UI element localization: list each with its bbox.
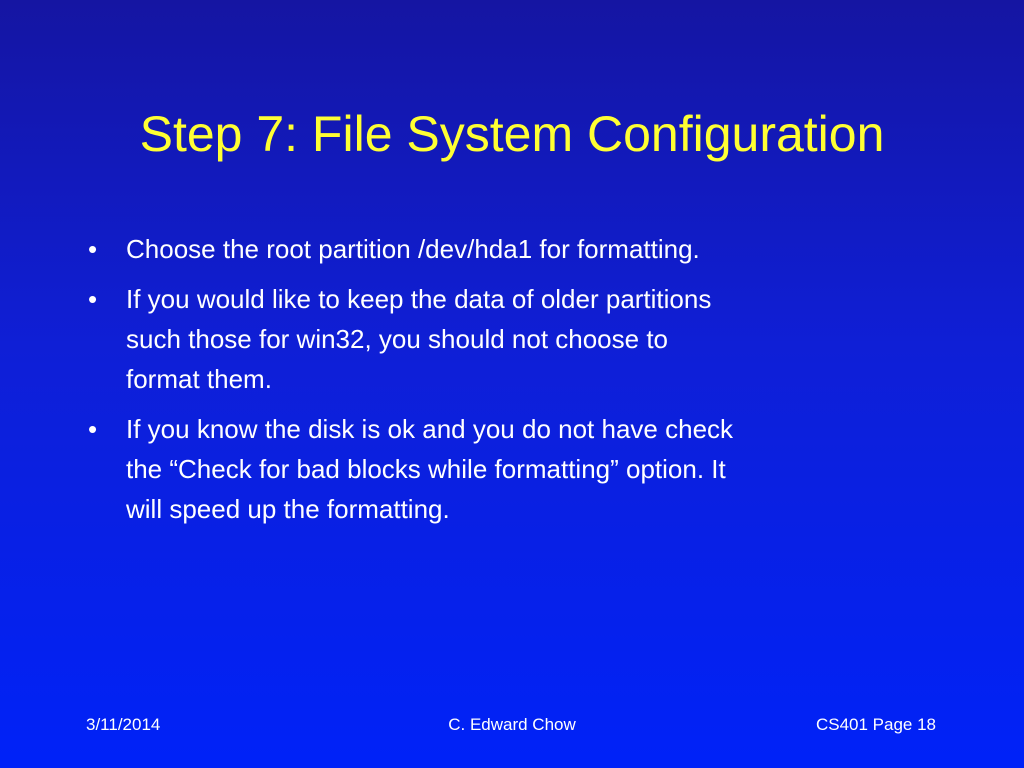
slide-title: Step 7: File System Configuration xyxy=(139,106,885,162)
bullet-text-line: the “Check for bad blocks while formatting” option. It xyxy=(126,454,726,484)
bullet-text-line: will speed up the formatting. xyxy=(126,494,450,524)
bullet-text-line: If you would like to keep the data of older partitions xyxy=(126,284,712,314)
bullet-text-line: such those for win32, you should not choose to xyxy=(126,324,669,354)
bullet-marker: • xyxy=(88,234,98,264)
footer-date: 3/11/2014 xyxy=(86,715,161,734)
bullet-item xyxy=(88,409,938,529)
bullet-text-line: Choose the root partition /dev/hda1 for formatting. xyxy=(126,234,700,264)
bullet-item xyxy=(88,279,938,399)
footer-author: C. Edward Chow xyxy=(448,715,576,734)
footer-page-number: CS401 Page 18 xyxy=(815,715,936,734)
bullet-item xyxy=(88,229,938,269)
bullet-text-line: If you know the disk is ok and you do not have check xyxy=(126,414,734,444)
bullet-marker: • xyxy=(88,284,98,314)
bullet-text-line: format them. xyxy=(126,364,272,394)
bullet-marker: • xyxy=(88,414,98,444)
bullet-list xyxy=(88,229,938,539)
